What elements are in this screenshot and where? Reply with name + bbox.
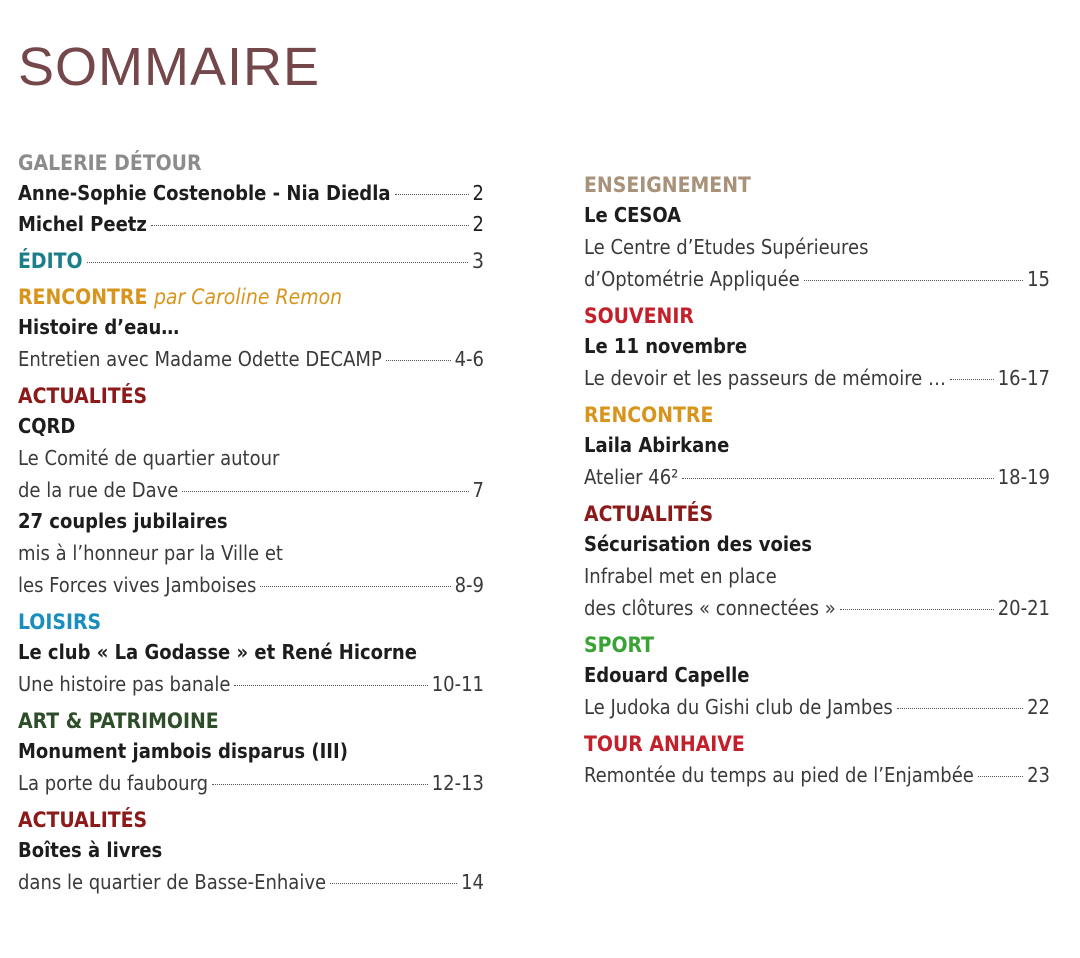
section-rencontre[interactable] bbox=[18, 282, 484, 375]
entry-title: Boîtes à livres bbox=[18, 838, 163, 862]
page-number: 7 bbox=[472, 478, 484, 502]
section-heading: RENCONTRE bbox=[584, 403, 714, 427]
entry-subtitle: Entretien avec Madame Odette DECAMP bbox=[18, 347, 382, 371]
toc-entry[interactable] bbox=[18, 178, 484, 209]
entry-title: 27 couples jubilaires bbox=[18, 509, 228, 533]
section-heading: GALERIE DÉTOUR bbox=[18, 151, 202, 175]
page-number: 4-6 bbox=[454, 347, 484, 371]
section-heading: SPORT bbox=[584, 633, 655, 657]
section-art-patrimoine[interactable] bbox=[18, 706, 484, 799]
section-edito[interactable] bbox=[18, 246, 484, 276]
entry-subtitle: d’Optométrie Appliquée bbox=[584, 267, 800, 291]
dot-leader bbox=[87, 262, 468, 263]
dot-leader bbox=[151, 225, 469, 226]
page-number: 20-21 bbox=[997, 596, 1050, 620]
section-souvenir[interactable] bbox=[584, 301, 1050, 394]
entry-subtitle: des clôtures « connectées » bbox=[584, 596, 836, 620]
entry-title: Laila Abirkane bbox=[584, 433, 730, 457]
section-heading bbox=[18, 282, 484, 312]
dot-leader bbox=[386, 360, 451, 361]
entry-subtitle: Le devoir et les passeurs de mémoire … bbox=[584, 366, 946, 390]
section-heading-label: RENCONTRE bbox=[18, 285, 148, 309]
dot-leader bbox=[182, 491, 468, 492]
byline: par Caroline Remon bbox=[153, 285, 343, 309]
section-sport[interactable] bbox=[584, 630, 1050, 723]
section-loisirs[interactable] bbox=[18, 607, 484, 700]
entry-subtitle: mis à l’honneur par la Ville et bbox=[18, 541, 283, 565]
dot-leader bbox=[234, 685, 427, 686]
section-heading: ART & PATRIMOINE bbox=[18, 709, 219, 733]
page-number: 8-9 bbox=[454, 573, 484, 597]
section-heading: ÉDITO bbox=[18, 249, 83, 273]
page-number: 15 bbox=[1027, 267, 1050, 291]
page-number: 22 bbox=[1027, 695, 1050, 719]
toc-left-column bbox=[18, 148, 484, 904]
entry-title: Monument jambois disparus (III) bbox=[18, 739, 348, 763]
entry-title: Sécurisation des voies bbox=[584, 532, 812, 556]
entry-title: Edouard Capelle bbox=[584, 663, 750, 687]
entry-subtitle: Le Judoka du Gishi club de Jambes bbox=[584, 695, 893, 719]
toc-entry[interactable] bbox=[18, 411, 484, 506]
entry-title: Anne-Sophie Costenoble - Nia Diedla bbox=[18, 181, 391, 205]
entry-subtitle: les Forces vives Jamboises bbox=[18, 573, 257, 597]
entry-title: Michel Peetz bbox=[18, 212, 147, 236]
dot-leader bbox=[395, 194, 469, 195]
entry-title: Le CESOA bbox=[584, 203, 682, 227]
entry-title: Histoire d’eau… bbox=[18, 315, 180, 339]
section-heading: ACTUALITÉS bbox=[18, 808, 148, 832]
entry-subtitle: La porte du faubourg bbox=[18, 771, 209, 795]
dot-leader bbox=[330, 883, 457, 884]
dot-leader bbox=[978, 776, 1023, 777]
entry-subtitle: Le Centre d’Etudes Supérieures bbox=[584, 235, 869, 259]
section-heading: TOUR ANHAIVE bbox=[584, 732, 745, 756]
section-enseignement[interactable] bbox=[584, 170, 1050, 295]
entry-subtitle: dans le quartier de Basse-Enhaive bbox=[18, 870, 327, 894]
section-actualites-2[interactable] bbox=[18, 805, 484, 898]
section-tour-anhaive[interactable] bbox=[584, 729, 1050, 791]
entry-title: Le club « La Godasse » et René Hicorne bbox=[18, 640, 417, 664]
entry-subtitle: Remontée du temps au pied de l’Enjambée bbox=[584, 763, 974, 787]
entry-title: CQRD bbox=[18, 414, 76, 438]
entry-subtitle: Une histoire pas banale bbox=[18, 672, 231, 696]
section-heading: ENSEIGNEMENT bbox=[584, 173, 751, 197]
toc-entry[interactable] bbox=[18, 506, 484, 601]
dot-leader bbox=[804, 280, 1023, 281]
page-number: 12-13 bbox=[431, 771, 484, 795]
page-number: 2 bbox=[472, 181, 484, 205]
page-number: 10-11 bbox=[431, 672, 484, 696]
dot-leader bbox=[260, 586, 450, 587]
dot-leader bbox=[950, 379, 994, 380]
dot-leader bbox=[682, 478, 993, 479]
section-heading: LOISIRS bbox=[18, 610, 102, 634]
page-number: 3 bbox=[471, 249, 484, 273]
section-heading: ACTUALITÉS bbox=[18, 384, 148, 408]
section-heading: SOUVENIR bbox=[584, 304, 694, 328]
entry-subtitle: Infrabel met en place bbox=[584, 564, 777, 588]
section-actualites bbox=[18, 381, 484, 601]
entry-subtitle: Atelier 46² bbox=[584, 465, 679, 489]
entry-subtitle: Le Comité de quartier autour bbox=[18, 446, 280, 470]
section-rencontre-2[interactable] bbox=[584, 400, 1050, 493]
dot-leader bbox=[840, 609, 994, 610]
page-number: 14 bbox=[461, 870, 484, 894]
page-number: 18-19 bbox=[997, 465, 1050, 489]
section-heading: ACTUALITÉS bbox=[584, 502, 714, 526]
dot-leader bbox=[212, 784, 428, 785]
toc-entry[interactable] bbox=[18, 209, 484, 240]
dot-leader bbox=[897, 708, 1023, 709]
section-galerie-detour bbox=[18, 148, 484, 240]
page-title: SOMMAIRE bbox=[18, 37, 321, 97]
page-number: 2 bbox=[472, 212, 484, 236]
entry-subtitle: de la rue de Dave bbox=[18, 478, 179, 502]
page-number: 23 bbox=[1027, 763, 1050, 787]
entry-title: Le 11 novembre bbox=[584, 334, 748, 358]
toc-right-column bbox=[584, 170, 1050, 797]
page-number: 16-17 bbox=[997, 366, 1050, 390]
section-actualites-3[interactable] bbox=[584, 499, 1050, 624]
